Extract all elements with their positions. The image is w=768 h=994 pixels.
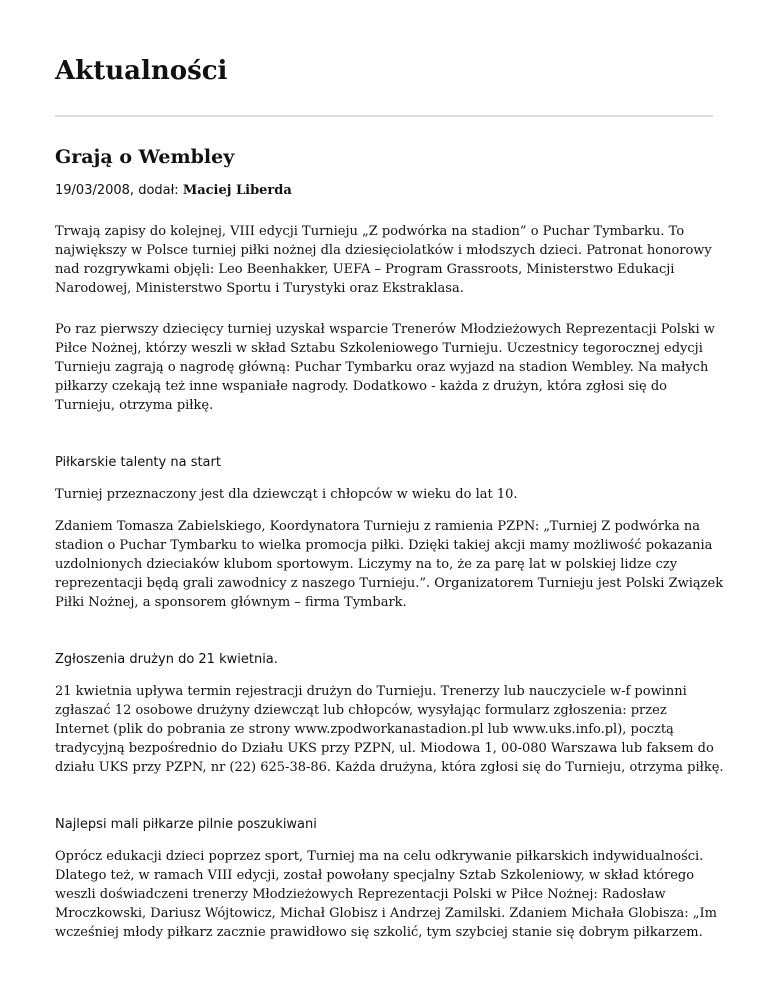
paragraph-6 <box>55 847 715 942</box>
article-meta <box>55 181 292 200</box>
paragraph-line: stadion o Puchar Tymbarku to wielka promocja piłki. Dzięki takiej akcji mamy możliwość pokazania <box>55 538 713 553</box>
paragraph-1 <box>55 222 715 298</box>
article-title[interactable]: Grają o Wembley <box>55 146 235 168</box>
paragraph-line: Trwają zapisy do kolejnej, VIII edycji Turnieju „Z podwórka na stadion” o Puchar Tymbarku. To <box>55 224 685 239</box>
paragraph-line: Internet (plik do pobrania ze strony www.zpodworkanastadion.pl lub www.uks.info.pl), pocztą <box>55 722 674 737</box>
paragraph-line: nad rozgrywkami objęli: Leo Beenhakker, UEFA – Program Grassroots, Ministerstwo Edukacji <box>55 262 675 277</box>
paragraph-line: Zdaniem Tomasza Zabielskiego, Koordynatora Turnieju z ramienia PZPN: „Turniej Z podwórka na <box>55 519 700 534</box>
paragraph-line: Turnieju zagrają o nagrodę główną: Puchar Tymbarku oraz wyjazd na stadion Wembley. Na małych <box>55 360 709 375</box>
article-author: Maciej Liberda <box>182 183 292 198</box>
paragraph-line: 21 kwietnia upływa termin rejestracji drużyn do Turnieju. Trenerzy lub nauczyciele w-f powinni <box>55 684 687 699</box>
paragraph-line: weszli doświadczeni trenerzy Młodzieżowych Reprezentacji Polski w Piłce Nożnej: Radosław <box>55 887 666 902</box>
paragraph-5 <box>55 682 724 777</box>
subheading-best-players: Najlepsi mali piłkarze pilnie poszukiwani <box>55 817 317 832</box>
paragraph-line: uzdolnionych dzieciaków klubom sportowym. Liczymy na to, że za parę lat w polskiej lidze czy <box>55 557 678 572</box>
subheading-talents: Piłkarskie talenty na start <box>55 455 221 470</box>
paragraph-line: Mroczkowski, Dariusz Wójtowicz, Michał Globisz i Andrzej Zamilski. Zdaniem Michała Globisza: „Im <box>55 906 717 921</box>
paragraph-2 <box>55 320 715 415</box>
paragraph-line: Po raz pierwszy dziecięcy turniej uzyskał wsparcie Trenerów Młodzieżowych Reprezentacji Polski w <box>55 322 715 337</box>
title-divider <box>55 115 713 117</box>
paragraph-line: największy w Polsce turniej piłki nożnej dla dziesięciolatków i młodszych dzieci. Patronat honorowy <box>55 243 712 258</box>
paragraph-3 <box>55 485 715 504</box>
paragraph-line: Piłce Nożnej, którzy weszli w skład Sztabu Szkoleniowego Turnieju. Uczestnicy tegorocznej edycji <box>55 341 703 356</box>
page-title: Aktualności <box>55 56 228 86</box>
paragraph-line: reprezentacji będą grali zawodnicy z naszego Turnieju.”. Organizatorem Turnieju jest Polski Związek <box>55 576 724 591</box>
paragraph-line: działu UKS przy PZPN, nr (22) 625-38-86. Każda drużyna, która zgłosi się do Turnieju, otrzyma piłkę. <box>55 760 724 775</box>
paragraph-line: wcześniej młody piłkarz zacznie prawidłowo się szkolić, tym szybciej stanie się dobrym piłkarzem. <box>55 925 703 940</box>
paragraph-line: zgłaszać 12 osobowe drużyny dziewcząt lub chłopców, wysyłając formularz zgłoszenia: przez <box>55 703 667 718</box>
paragraph-line: Narodowej, Ministerstwo Sportu i Turystyki oraz Ekstraklasa. <box>55 281 464 296</box>
paragraph-line: Turniej przeznaczony jest dla dziewcząt i chłopców w wieku do lat 10. <box>55 487 518 502</box>
subheading-registration: Zgłoszenia drużyn do 21 kwietnia. <box>55 652 278 667</box>
paragraph-line: Piłki Nożnej, a sponsorem głównym – firma Tymbark. <box>55 595 407 610</box>
paragraph-line: piłkarzy czekają też inne wspaniałe nagrody. Dodatkowo - każda z drużyn, która zgłosi się do <box>55 379 668 394</box>
article-date: 19/03/2008, dodał: <box>55 183 183 198</box>
paragraph-4 <box>55 517 724 612</box>
paragraph-line: Oprócz edukacji dzieci poprzez sport, Turniej ma na celu odkrywanie piłkarskich indywidualności. <box>55 849 704 864</box>
paragraph-line: Turnieju, otrzyma piłkę. <box>55 398 214 413</box>
paragraph-line: tradycyjną bezpośrednio do Działu UKS przy PZPN, ul. Miodowa 1, 00-080 Warszawa lub faksem do <box>55 741 714 756</box>
paragraph-line: Dlatego też, w ramach VIII edycji, został powołany specjalny Sztab Szkoleniowy, w skład którego <box>55 868 695 883</box>
